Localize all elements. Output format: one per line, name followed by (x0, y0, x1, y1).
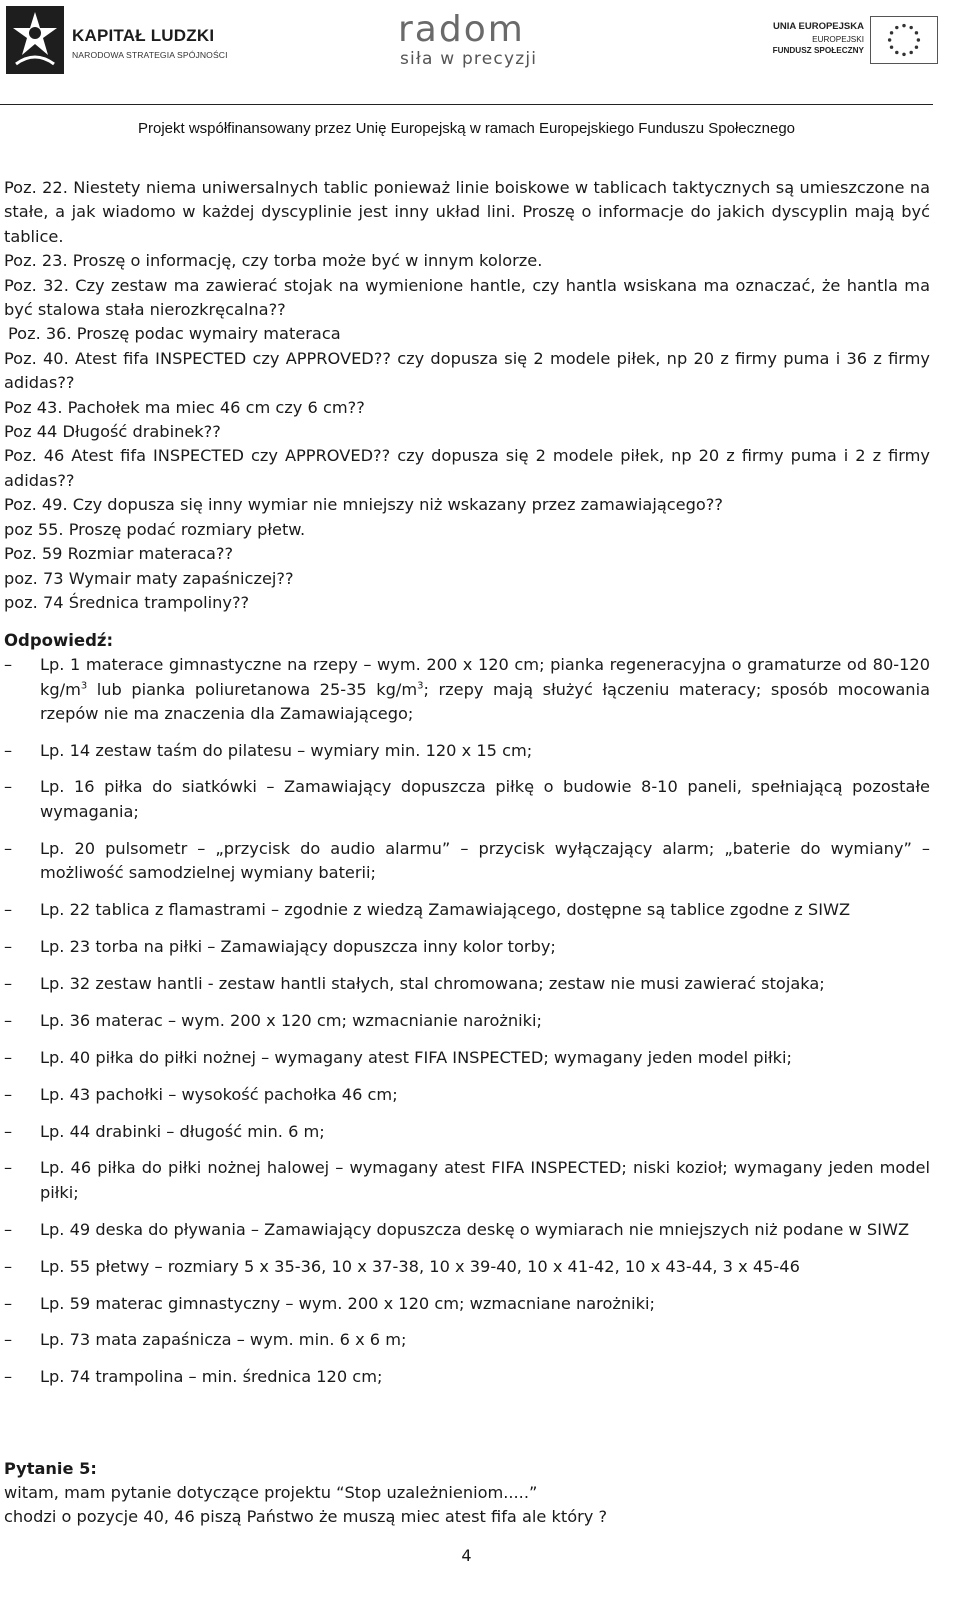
question-item: Poz 43. Pachołek ma miec 46 cm czy 6 cm?? (4, 397, 365, 417)
answer-text: Lp. 46 piłka do piłki nożnej halowej – wymagany atest FIFA INSPECTED; niski kozioł; wymagany jeden model piłki; (40, 1158, 930, 1202)
dash-bullet: – (4, 1010, 13, 1030)
dash-bullet: – (4, 1256, 13, 1276)
page-header (0, 0, 960, 108)
question-item: Poz. 40. Atest fifa INSPECTED czy APPROVED?? czy dopusza się 2 modele piłek, np 20 z firmy puma i 36 z firmy adidas?? (4, 348, 930, 393)
question-item: Poz. 46 Atest fifa INSPECTED czy APPROVED?? czy dopusza się 2 modele piłek, np 20 z firmy puma i 2 z firmy adidas?? (4, 446, 930, 490)
answer-text: Lp. 23 torba na piłki – Zamawiający dopuszcza inny kolor torby; (40, 936, 556, 956)
answer-text: ; rzepy mają służyć łączeniu materacy; sposób mocowania rzepów nie ma znaczenia dla Zamawiającego; (40, 679, 930, 724)
eu-line-2: EUROPEJSKI (812, 35, 864, 44)
answer-item (4, 739, 930, 763)
question-item: poz. 73 Wymair maty zapaśniczej?? (4, 568, 294, 588)
answer-item (4, 1083, 930, 1107)
page-number: 4 (461, 1546, 472, 1565)
dash-bullet: – (4, 900, 13, 920)
dash-bullet: – (4, 1219, 13, 1239)
dash-bullet: – (4, 1047, 13, 1067)
superscript: 3 (417, 680, 424, 692)
answer-text: Lp. 16 piłka do siatkówki – Zamawiający dopuszcza piłkę o budowie 8-10 paneli, spełniającą pozostałe wymagania; (40, 777, 930, 821)
kapital-ludzki-name: KAPITAŁ LUDZKI (72, 26, 215, 45)
answer-item (4, 898, 930, 922)
radom-wordmark: radom (398, 9, 525, 50)
answer-item (4, 1120, 930, 1144)
response-title: Odpowiedź: (4, 631, 114, 651)
answer-item (4, 1046, 930, 1070)
answer-item (4, 935, 930, 959)
cofinancing-note: Projekt współfinansowany przez Unię Europejską w ramach Europejskiego Funduszu Społecznego (137, 120, 796, 137)
question-5-line: witam, mam pytanie dotyczące projektu “Stop uzależnieniom.....” (4, 1483, 538, 1502)
dash-bullet: – (4, 655, 13, 675)
answer-text: Lp. 44 drabinki – długość min. 6 m; (40, 1121, 325, 1141)
question-item: poz. 74 Średnica trampoliny?? (4, 592, 250, 612)
radom-logo (398, 9, 558, 69)
answer-text: lub pianka poliuretanowa 25-35 kg/m (87, 679, 418, 699)
header-divider (0, 104, 933, 105)
question-5-line: chodzi o pozycje 40, 46 piszą Państwo że muszą miec atest fifa ale który ? (4, 1507, 608, 1526)
document-body (4, 176, 930, 1402)
eu-line-1: UNIA EUROPEJSKA (773, 21, 864, 32)
question-5-section (4, 1457, 930, 1529)
question-item: Poz. 49. Czy dopusza się inny wymiar nie mniejszy niż wskazany przez zamawiającego?? (4, 495, 723, 515)
dash-bullet: – (4, 1367, 13, 1387)
question-item: Poz. 32. Czy zestaw ma zawierać stojak na wymienione hantle, czy hantla wsiskana ma oznaczać, że hantla ma być stalowa stała nierozkręcalna?? (4, 275, 930, 320)
answer-item (4, 837, 930, 886)
answer-item (4, 1009, 930, 1033)
question-item: Poz. 22. Niestety niema uniwersalnych tablic ponieważ linie boiskowe w tablicach taktycznych są umieszczone na stałe, a jak wiadomo w każdej dyscyplinie jest inny układ lini. Proszę o informacje do jakich dyscyplin mają być tablice. (4, 178, 930, 246)
kapital-ludzki-logo (6, 6, 238, 76)
answer-item (4, 1218, 930, 1242)
answer-text: Lp. 59 materac gimnastyczny – wym. 200 x 120 cm; wzmacniane narożniki; (40, 1293, 655, 1313)
answer-text: Lp. 43 pachołki – wysokość pachołka 46 cm; (40, 1084, 398, 1104)
dash-bullet: – (4, 1158, 13, 1178)
eu-flag-icon (870, 16, 938, 64)
dash-bullet: – (4, 1330, 13, 1350)
answer-text: Lp. 1 materace gimnastyczne na rzepy – wym. 200 x 120 cm; pianka regeneracyjna o gramaturze od 80-120 kg/m (40, 655, 930, 699)
answer-item (4, 653, 930, 726)
answer-item (4, 1292, 930, 1316)
answer-text: Lp. 40 piłka do piłki nożnej – wymagany atest FIFA INSPECTED; wymagany jeden model piłki; (40, 1047, 792, 1067)
question-item: Poz 44 Długość drabinek?? (4, 422, 221, 442)
eu-logo-text (773, 20, 864, 56)
answer-item (4, 972, 930, 996)
kapital-ludzki-subtitle: NARODOWA STRATEGIA SPÓJNOŚCI (72, 50, 228, 60)
answer-text: Lp. 55 płetwy – rozmiary 5 x 35-36, 10 x 37-38, 10 x 39-40, 10 x 41-42, 10 x 43-44, 3 x 45-46 (40, 1256, 800, 1276)
radom-tagline: siła w precyzji (400, 49, 538, 69)
answer-text: Lp. 73 mata zapaśnicza – wym. min. 6 x 6 m; (40, 1330, 407, 1350)
dash-bullet: – (4, 973, 13, 993)
dash-bullet: – (4, 838, 13, 858)
question-item: Poz. 36. Proszę podac wymairy materaca (8, 324, 341, 344)
eu-line-3: FUNDUSZ SPOŁECZNY (772, 46, 864, 55)
answer-text: Lp. 36 materac – wym. 200 x 120 cm; wzmacnianie narożniki; (40, 1010, 542, 1030)
superscript: 3 (80, 680, 88, 692)
answer-text: Lp. 32 zestaw hantli - zestaw hantli stałych, stal chromowana; zestaw nie musi zawierać stojaka; (40, 973, 825, 993)
answer-text: Lp. 49 deska do pływania – Zamawiający dopuszcza deskę o wymiarach nie mniejszych niż podane w SIWZ (40, 1219, 910, 1239)
answer-list (4, 653, 930, 1389)
dash-bullet: – (4, 740, 13, 760)
question-item: Poz. 59 Rozmiar materaca?? (4, 544, 234, 564)
answer-text: Lp. 14 zestaw taśm do pilatesu – wymiary min. 120 x 15 cm; (40, 740, 533, 760)
dash-bullet: – (4, 936, 13, 956)
answer-item (4, 1365, 930, 1389)
question-item: Poz. 23. Proszę o informację, czy torba może być w innym kolorze. (4, 251, 543, 271)
question-5-title: Pytanie 5: (4, 1459, 97, 1478)
answer-item (4, 1156, 930, 1205)
dash-bullet: – (4, 1084, 13, 1104)
answer-text: Lp. 22 tablica z flamastrami – zgodnie z wiedzą Zamawiającego, dostępne są tablice zgodne z SIWZ (40, 900, 851, 920)
eu-logo (738, 16, 938, 72)
dash-bullet: – (4, 777, 13, 797)
dash-bullet: – (4, 1293, 13, 1313)
answer-item (4, 1328, 930, 1352)
dash-bullet: – (4, 1121, 13, 1141)
kapital-ludzki-emblem-icon (6, 6, 64, 74)
question-item: poz 55. Proszę podać rozmiary płetw. (4, 519, 306, 539)
answer-text: Lp. 74 trampolina – min. średnica 120 cm; (40, 1367, 383, 1387)
answer-text: Lp. 20 pulsometr – „przycisk do audio alarmu” – przycisk wyłączający alarm; „baterie do wymiany” – możliwość samodzielnej wymiany baterii; (40, 838, 930, 883)
answer-item (4, 775, 930, 824)
answer-item (4, 1255, 930, 1279)
